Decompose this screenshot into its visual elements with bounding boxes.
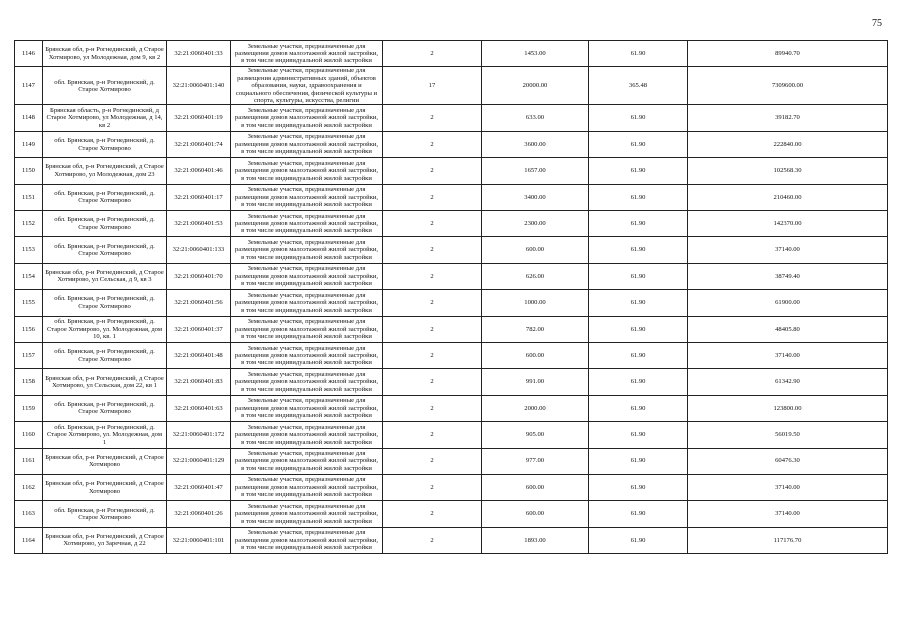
permitted-use-cell: Земельные участки, предназначенные для размещения домов малоэтажной жилой застройки, в том числе индивидуальной жилой застройки bbox=[231, 474, 383, 500]
cadastral-number-cell: 32:21:0060401:70 bbox=[167, 263, 231, 289]
specific-value-cell: 61.90 bbox=[589, 290, 688, 316]
specific-value-cell: 61.90 bbox=[589, 395, 688, 421]
permitted-use-cell: Земельные участки, предназначенные для размещения домов малоэтажной жилой застройки, в том числе индивидуальной жилой застройки bbox=[231, 105, 383, 131]
address-cell: обл. Брянская, р-н Рогнединский, д. Старое Хотмирово bbox=[43, 290, 167, 316]
permitted-use-cell: Земельные участки, предназначенные для размещения домов малоэтажной жилой застройки, в том числе индивидуальной жилой застройки bbox=[231, 237, 383, 263]
area-cell: 600.00 bbox=[482, 501, 589, 527]
specific-value-cell: 61.90 bbox=[589, 158, 688, 184]
address-cell: обл. Брянская, р-н Рогнединский, д. Старое Хотмирово bbox=[43, 237, 167, 263]
cadastral-number-cell: 32:21:0060401:56 bbox=[167, 290, 231, 316]
row-number-cell: 1152 bbox=[15, 210, 43, 236]
cadastral-value-cell: 123800.00 bbox=[688, 395, 888, 421]
permitted-use-cell: Земельные участки, предназначенные для размещения домов малоэтажной жилой застройки, в том числе индивидуальной жилой застройки bbox=[231, 41, 383, 67]
address-cell: Брянская обл, р-н Рогнединский, д Старое Хотмирово, ул Молодежная, дом 23 bbox=[43, 158, 167, 184]
cadastral-number-cell: 32:21:0060401:74 bbox=[167, 131, 231, 157]
specific-value-cell: 61.90 bbox=[589, 527, 688, 553]
cadastral-value-cell: 39182.70 bbox=[688, 105, 888, 131]
area-cell: 633.00 bbox=[482, 105, 589, 131]
row-number-cell: 1162 bbox=[15, 474, 43, 500]
cadastral-number-cell: 32:21:0060401:26 bbox=[167, 501, 231, 527]
table-row bbox=[15, 422, 888, 448]
cadastral-value-cell: 37140.00 bbox=[688, 501, 888, 527]
row-number-cell: 1146 bbox=[15, 41, 43, 67]
cadastral-value-cell: 210460.00 bbox=[688, 184, 888, 210]
permitted-use-cell: Земельные участки, предназначенные для размещения домов малоэтажной жилой застройки, в том числе индивидуальной жилой застройки bbox=[231, 316, 383, 342]
cadastral-value-cell: 56019.50 bbox=[688, 422, 888, 448]
permitted-use-cell: Земельные участки, предназначенные для размещения домов малоэтажной жилой застройки, в том числе индивидуальной жилой застройки bbox=[231, 263, 383, 289]
specific-value-cell: 61.90 bbox=[589, 369, 688, 395]
table-row bbox=[15, 316, 888, 342]
address-cell: Брянская область, р-н Рогнединский, д Старое Хотмирово, ул Молодежная, д 14, кв 2 bbox=[43, 105, 167, 131]
area-cell: 2300.00 bbox=[482, 210, 589, 236]
cadastral-number-cell: 32:21:0060401:46 bbox=[167, 158, 231, 184]
row-number-cell: 1164 bbox=[15, 527, 43, 553]
category-cell: 2 bbox=[383, 342, 482, 368]
area-cell: 1453.00 bbox=[482, 41, 589, 67]
table-body bbox=[15, 41, 888, 554]
table-row bbox=[15, 67, 888, 105]
table-row bbox=[15, 210, 888, 236]
category-cell: 2 bbox=[383, 131, 482, 157]
category-cell: 17 bbox=[383, 67, 482, 105]
cadastral-number-cell: 32:21:0060401:63 bbox=[167, 395, 231, 421]
area-cell: 1893.00 bbox=[482, 527, 589, 553]
table-row bbox=[15, 448, 888, 474]
permitted-use-cell: Земельные участки, предназначенные для размещения домов малоэтажной жилой застройки, в том числе индивидуальной жилой застройки bbox=[231, 501, 383, 527]
row-number-cell: 1150 bbox=[15, 158, 43, 184]
cadastral-number-cell: 32:21:0060401:37 bbox=[167, 316, 231, 342]
row-number-cell: 1159 bbox=[15, 395, 43, 421]
table-row bbox=[15, 527, 888, 553]
row-number-cell: 1151 bbox=[15, 184, 43, 210]
cadastral-value-cell: 37140.00 bbox=[688, 237, 888, 263]
table-row bbox=[15, 474, 888, 500]
category-cell: 2 bbox=[383, 501, 482, 527]
permitted-use-cell: Земельные участки, предназначенные для размещения домов малоэтажной жилой застройки, в том числе индивидуальной жилой застройки bbox=[231, 158, 383, 184]
specific-value-cell: 61.90 bbox=[589, 474, 688, 500]
cadastral-number-cell: 32:21:0060401:129 bbox=[167, 448, 231, 474]
category-cell: 2 bbox=[383, 527, 482, 553]
category-cell: 2 bbox=[383, 422, 482, 448]
address-cell: обл. Брянская, р-н Рогнединский, д. Старое Хотмирово bbox=[43, 210, 167, 236]
table-row bbox=[15, 41, 888, 67]
category-cell: 2 bbox=[383, 237, 482, 263]
table-row bbox=[15, 395, 888, 421]
cadastral-number-cell: 32:21:0060401:17 bbox=[167, 184, 231, 210]
specific-value-cell: 61.90 bbox=[589, 184, 688, 210]
category-cell: 2 bbox=[383, 210, 482, 236]
address-cell: Брянская обл, р-н Рогнединский, д Старое Хотмирово bbox=[43, 474, 167, 500]
specific-value-cell: 61.90 bbox=[589, 501, 688, 527]
row-number-cell: 1157 bbox=[15, 342, 43, 368]
address-cell: обл. Брянская, р-н Рогнединский, д. Старое Хотмирово bbox=[43, 67, 167, 105]
specific-value-cell: 61.90 bbox=[589, 41, 688, 67]
cadastral-number-cell: 32:21:0060401:133 bbox=[167, 237, 231, 263]
area-cell: 977.00 bbox=[482, 448, 589, 474]
area-cell: 2000.00 bbox=[482, 395, 589, 421]
permitted-use-cell: Земельные участки, предназначенные для размещения административных зданий, объектов образования, науки, здравоохранения и социального обеспечения, физической культуры и спорта, культуры, искусства, религии bbox=[231, 67, 383, 105]
table-row bbox=[15, 290, 888, 316]
cadastral-value-cell: 142370.00 bbox=[688, 210, 888, 236]
cadastral-number-cell: 32:21:0060401:19 bbox=[167, 105, 231, 131]
specific-value-cell: 61.90 bbox=[589, 131, 688, 157]
row-number-cell: 1147 bbox=[15, 67, 43, 105]
area-cell: 1000.00 bbox=[482, 290, 589, 316]
cadastral-value-cell: 61342.90 bbox=[688, 369, 888, 395]
cadastral-number-cell: 32:21:0060401:83 bbox=[167, 369, 231, 395]
category-cell: 2 bbox=[383, 105, 482, 131]
specific-value-cell: 61.90 bbox=[589, 263, 688, 289]
address-cell: обл. Брянская, р-н Рогнединский, д. Старое Хотмирово bbox=[43, 501, 167, 527]
specific-value-cell: 61.90 bbox=[589, 316, 688, 342]
table-row bbox=[15, 158, 888, 184]
category-cell: 2 bbox=[383, 158, 482, 184]
row-number-cell: 1148 bbox=[15, 105, 43, 131]
cadastral-number-cell: 32:21:0060401:47 bbox=[167, 474, 231, 500]
address-cell: обл. Брянская, р-н Рогнединский, д. Старое Хотмирово bbox=[43, 184, 167, 210]
specific-value-cell: 61.90 bbox=[589, 210, 688, 236]
category-cell: 2 bbox=[383, 474, 482, 500]
permitted-use-cell: Земельные участки, предназначенные для размещения домов малоэтажной жилой застройки, в том числе индивидуальной жилой застройки bbox=[231, 369, 383, 395]
cadastral-value-cell: 7309600.00 bbox=[688, 67, 888, 105]
address-cell: Брянская обл, р-н Рогнединский, д Старое Хотмирово, ул Сельская, д 9, кв 3 bbox=[43, 263, 167, 289]
area-cell: 905.00 bbox=[482, 422, 589, 448]
permitted-use-cell: Земельные участки, предназначенные для размещения домов малоэтажной жилой застройки, в том числе индивидуальной жилой застройки bbox=[231, 527, 383, 553]
specific-value-cell: 61.90 bbox=[589, 342, 688, 368]
specific-value-cell: 61.90 bbox=[589, 237, 688, 263]
category-cell: 2 bbox=[383, 395, 482, 421]
cadastral-number-cell: 32:21:0060401:48 bbox=[167, 342, 231, 368]
permitted-use-cell: Земельные участки, предназначенные для размещения домов малоэтажной жилой застройки, в том числе индивидуальной жилой застройки bbox=[231, 184, 383, 210]
page-number: 75 bbox=[872, 18, 882, 29]
cadastral-number-cell: 32:21:0060401:140 bbox=[167, 67, 231, 105]
address-cell: обл. Брянская, р-н Рогнединский, д. Старое Хотмирово, ул. Молодежная, дом 10, кв. 1 bbox=[43, 316, 167, 342]
specific-value-cell: 365.48 bbox=[589, 67, 688, 105]
row-number-cell: 1160 bbox=[15, 422, 43, 448]
cadastral-value-cell: 102568.30 bbox=[688, 158, 888, 184]
area-cell: 626.00 bbox=[482, 263, 589, 289]
area-cell: 20000.00 bbox=[482, 67, 589, 105]
address-cell: Брянская обл, р-н Рогнединский, д Старое Хотмирово, ул Заречная, д 22 bbox=[43, 527, 167, 553]
permitted-use-cell: Земельные участки, предназначенные для размещения домов малоэтажной жилой застройки, в том числе индивидуальной жилой застройки bbox=[231, 210, 383, 236]
area-cell: 3600.00 bbox=[482, 131, 589, 157]
cadastral-value-cell: 222840.00 bbox=[688, 131, 888, 157]
address-cell: обл. Брянская, р-н Рогнединский, д. Старое Хотмирово bbox=[43, 342, 167, 368]
category-cell: 2 bbox=[383, 316, 482, 342]
address-cell: Брянская обл, р-н Рогнединский, д Старое Хотмирово bbox=[43, 448, 167, 474]
address-cell: обл. Брянская, р-н Рогнединский, д. Старое Хотмирово, ул. Молодежная, дом 1 bbox=[43, 422, 167, 448]
permitted-use-cell: Земельные участки, предназначенные для размещения домов малоэтажной жилой застройки, в том числе индивидуальной жилой застройки bbox=[231, 131, 383, 157]
cadastral-value-cell: 37140.00 bbox=[688, 342, 888, 368]
address-cell: Брянская обл, р-н Рогнединский, д Старое Хотмирово, ул Молодежная, дом 9, кв 2 bbox=[43, 41, 167, 67]
cadastral-value-cell: 38749.40 bbox=[688, 263, 888, 289]
row-number-cell: 1163 bbox=[15, 501, 43, 527]
cadastral-number-cell: 32:21:0060401:33 bbox=[167, 41, 231, 67]
area-cell: 3400.00 bbox=[482, 184, 589, 210]
area-cell: 600.00 bbox=[482, 474, 589, 500]
permitted-use-cell: Земельные участки, предназначенные для размещения домов малоэтажной жилой застройки, в том числе индивидуальной жилой застройки bbox=[231, 290, 383, 316]
table-row bbox=[15, 184, 888, 210]
area-cell: 1657.00 bbox=[482, 158, 589, 184]
table-row bbox=[15, 342, 888, 368]
category-cell: 2 bbox=[383, 369, 482, 395]
cadastral-value-cell: 60476.30 bbox=[688, 448, 888, 474]
cadastral-number-cell: 32:21:0060401:172 bbox=[167, 422, 231, 448]
table-row bbox=[15, 105, 888, 131]
cadastral-value-cell: 117176.70 bbox=[688, 527, 888, 553]
address-cell: Брянская обл, р-н Рогнединский, д Старое Хотмирово, ул Сельская, дом 22, кв 1 bbox=[43, 369, 167, 395]
row-number-cell: 1154 bbox=[15, 263, 43, 289]
row-number-cell: 1153 bbox=[15, 237, 43, 263]
category-cell: 2 bbox=[383, 184, 482, 210]
address-cell: обл. Брянская, р-н Рогнединский, д. Старое Хотмирово bbox=[43, 131, 167, 157]
category-cell: 2 bbox=[383, 263, 482, 289]
area-cell: 600.00 bbox=[482, 342, 589, 368]
address-cell: обл. Брянская, р-н Рогнединский, д. Старое Хотмирово bbox=[43, 395, 167, 421]
cadastral-number-cell: 32:21:0060401:53 bbox=[167, 210, 231, 236]
specific-value-cell: 61.90 bbox=[589, 105, 688, 131]
area-cell: 782.00 bbox=[482, 316, 589, 342]
category-cell: 2 bbox=[383, 41, 482, 67]
area-cell: 600.00 bbox=[482, 237, 589, 263]
table-row bbox=[15, 237, 888, 263]
row-number-cell: 1158 bbox=[15, 369, 43, 395]
cadastral-value-cell: 48405.80 bbox=[688, 316, 888, 342]
specific-value-cell: 61.90 bbox=[589, 448, 688, 474]
specific-value-cell: 61.90 bbox=[589, 422, 688, 448]
cadastral-value-cell: 89940.70 bbox=[688, 41, 888, 67]
land-plots-table bbox=[14, 40, 888, 554]
row-number-cell: 1149 bbox=[15, 131, 43, 157]
table-row bbox=[15, 131, 888, 157]
row-number-cell: 1156 bbox=[15, 316, 43, 342]
permitted-use-cell: Земельные участки, предназначенные для размещения домов малоэтажной жилой застройки, в том числе индивидуальной жилой застройки bbox=[231, 448, 383, 474]
table-row bbox=[15, 263, 888, 289]
cadastral-value-cell: 61900.00 bbox=[688, 290, 888, 316]
permitted-use-cell: Земельные участки, предназначенные для размещения домов малоэтажной жилой застройки, в том числе индивидуальной жилой застройки bbox=[231, 395, 383, 421]
table-row bbox=[15, 501, 888, 527]
row-number-cell: 1161 bbox=[15, 448, 43, 474]
category-cell: 2 bbox=[383, 290, 482, 316]
row-number-cell: 1155 bbox=[15, 290, 43, 316]
cadastral-number-cell: 32:21:0060401:101 bbox=[167, 527, 231, 553]
cadastral-value-cell: 37140.00 bbox=[688, 474, 888, 500]
area-cell: 991.00 bbox=[482, 369, 589, 395]
permitted-use-cell: Земельные участки, предназначенные для размещения домов малоэтажной жилой застройки, в том числе индивидуальной жилой застройки bbox=[231, 422, 383, 448]
category-cell: 2 bbox=[383, 448, 482, 474]
permitted-use-cell: Земельные участки, предназначенные для размещения домов малоэтажной жилой застройки, в том числе индивидуальной жилой застройки bbox=[231, 342, 383, 368]
table-row bbox=[15, 369, 888, 395]
